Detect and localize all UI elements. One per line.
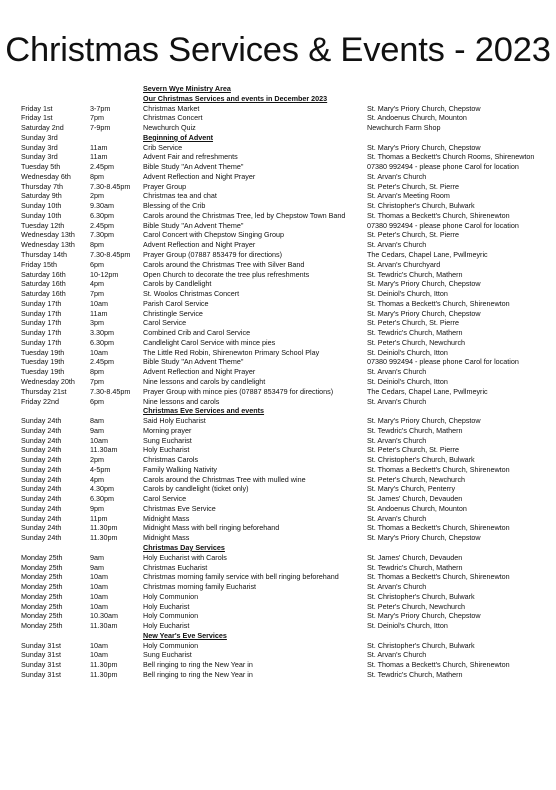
- day-cell: Sunday 17th: [21, 328, 62, 338]
- location-cell: St. Mary's Priory Church, Chepstow: [367, 279, 481, 289]
- table-row: [0, 611, 556, 621]
- time-cell: 8pm: [90, 367, 104, 377]
- location-cell: St. Thomas a Beckett's Church, Shirenewton: [367, 298, 510, 308]
- location-cell: St. Tewdric's Church, Mathern: [367, 425, 463, 435]
- day-cell: Sunday 17th: [21, 337, 62, 347]
- location-cell: St. Peter's Church, St. Pierre: [367, 181, 460, 191]
- event-cell: Candlelight Carol Service with mince pies: [143, 337, 276, 347]
- location-cell: St. Mary's Priory Church, Chepstow: [367, 103, 481, 113]
- table-row: [0, 143, 556, 153]
- page-title: Christmas Services & Events - 2023: [5, 31, 551, 69]
- table-row: [0, 240, 556, 250]
- day-cell: Thursday 14th: [21, 250, 67, 260]
- day-cell: Sunday 24th: [21, 494, 62, 504]
- location-cell: St. Arvan's Churchyard: [367, 259, 441, 269]
- day-cell: Saturday 9th: [21, 191, 62, 201]
- event-cell: Christmas Day Services: [143, 542, 225, 552]
- event-cell: Christmas Eucharist: [143, 562, 208, 572]
- time-cell: 8am: [90, 416, 104, 426]
- location-cell: St. Arvan's Church: [367, 650, 427, 660]
- location-cell: St. Tewdric's Church, Mathern: [367, 562, 463, 572]
- day-cell: Sunday 31st: [21, 650, 61, 660]
- table-row: [0, 650, 556, 660]
- table-row: [0, 436, 556, 446]
- time-cell: 2.45pm: [90, 162, 114, 172]
- event-cell: Advent Reflection and Night Prayer: [143, 240, 256, 250]
- time-cell: 3-7pm: [90, 103, 111, 113]
- time-cell: 4-5pm: [90, 464, 111, 474]
- event-cell: Parish Carol Service: [143, 298, 209, 308]
- location-cell: St. James' Church, Devauden: [367, 494, 463, 504]
- time-cell: 9.30am: [90, 201, 114, 211]
- time-cell: 4.30pm: [90, 484, 114, 494]
- location-cell: The Cedars, Chapel Lane, Pwllmeyric: [367, 386, 488, 396]
- event-cell: Christingle Service: [143, 308, 203, 318]
- day-cell: Sunday 3rd: [21, 132, 58, 142]
- location-cell: St. Arvan's Church: [367, 513, 427, 523]
- table-row: [0, 475, 556, 485]
- table-row: [0, 270, 556, 280]
- event-cell: Nine lessons and carols: [143, 396, 220, 406]
- day-cell: Wednesday 13th: [21, 230, 75, 240]
- location-cell: St. Thomas a Beckett's Church Rooms, Shirenewton: [367, 152, 535, 162]
- day-cell: Sunday 10th: [21, 210, 62, 220]
- event-cell: Midnight Mass: [143, 533, 190, 543]
- event-cell: Prayer Group: [143, 181, 187, 191]
- table-row: [0, 260, 556, 270]
- time-cell: 10am: [90, 572, 108, 582]
- event-cell: Christmas Eve Service: [143, 503, 216, 513]
- table-row: [0, 445, 556, 455]
- day-cell: Sunday 24th: [21, 474, 62, 484]
- location-cell: St. Mary's Priory Church, Chepstow: [367, 308, 481, 318]
- table-row: [0, 455, 556, 465]
- location-cell: St. Thomas a Beckett's Church, Shirenewton: [367, 523, 510, 533]
- time-cell: 10am: [90, 582, 108, 592]
- event-cell: Holy Communion: [143, 611, 199, 621]
- event-cell: The Little Red Robin, Shirenewton Primary School Play: [143, 347, 320, 357]
- day-cell: Thursday 7th: [21, 181, 63, 191]
- location-cell: St. Peter's Church, St. Pierre: [367, 318, 460, 328]
- event-cell: Holy Communion: [143, 591, 199, 601]
- day-cell: Friday 1st: [21, 103, 53, 113]
- time-cell: 6.30pm: [90, 494, 114, 504]
- location-cell: St. James' Church, Devauden: [367, 552, 463, 562]
- day-cell: Sunday 24th: [21, 484, 62, 494]
- location-cell: Newchurch Farm Shop: [367, 123, 441, 133]
- day-cell: Wednesday 13th: [21, 240, 75, 250]
- table-row: [0, 299, 556, 309]
- time-cell: 9pm: [90, 503, 104, 513]
- event-cell: Advent Reflection and Night Prayer: [143, 171, 256, 181]
- event-cell: Midnight Mass: [143, 513, 190, 523]
- time-cell: 2.45pm: [90, 220, 114, 230]
- event-cell: Christmas morning family Eucharist: [143, 582, 257, 592]
- location-cell: St. Mary's Priory Church, Chepstow: [367, 533, 481, 543]
- location-cell: St. Christopher's Church, Bulwark: [367, 201, 475, 211]
- time-cell: 4pm: [90, 474, 104, 484]
- day-cell: Wednesday 6th: [21, 171, 71, 181]
- event-cell: Combined Crib and Carol Service: [143, 328, 251, 338]
- event-cell: Holy Communion: [143, 640, 199, 650]
- day-cell: Tuesday 12th: [21, 220, 65, 230]
- table-row: [0, 328, 556, 338]
- table-row: [0, 563, 556, 573]
- event-cell: Bell ringing to ring the New Year in: [143, 660, 253, 670]
- event-cell: Bible Study "An Advent Theme": [143, 162, 244, 172]
- time-cell: 10.30am: [90, 611, 118, 621]
- event-cell: Bible Study "An Advent Theme": [143, 357, 244, 367]
- location-cell: St. Christopher's Church, Bulwark: [367, 591, 475, 601]
- event-cell: Advent Reflection and Night Prayer: [143, 367, 256, 377]
- day-cell: Sunday 24th: [21, 464, 62, 474]
- event-cell: Crib Service: [143, 142, 183, 152]
- event-cell: Carols around the Christmas Tree, led by Chepstow Town Band: [143, 210, 346, 220]
- time-cell: 11.30am: [90, 445, 118, 455]
- time-cell: 10am: [90, 435, 108, 445]
- location-cell: St. Arvan's Church: [367, 240, 427, 250]
- time-cell: 11.30pm: [90, 669, 118, 679]
- time-cell: 10am: [90, 601, 108, 611]
- section-heading-row: [0, 631, 556, 641]
- day-cell: Sunday 24th: [21, 513, 62, 523]
- event-cell: Severn Wye Ministry Area: [143, 84, 231, 93]
- event-cell: Advent Fair and refreshments: [143, 152, 238, 162]
- location-cell: 07380 992494 - please phone Carol for location: [367, 162, 519, 172]
- day-cell: Friday 15th: [21, 259, 57, 269]
- table-row: [0, 182, 556, 192]
- event-cell: Christmas Eve Services and events: [143, 406, 265, 416]
- table-row: [0, 152, 556, 162]
- location-cell: St. Thomas a Beckett's Church, Shirenewton: [367, 210, 510, 220]
- time-cell: 10am: [90, 650, 108, 660]
- table-row: [0, 602, 556, 612]
- table-row: [0, 348, 556, 358]
- day-cell: Tuesday 19th: [21, 367, 65, 377]
- time-cell: 7.30-8.45pm: [90, 250, 131, 260]
- location-cell: The Cedars, Chapel Lane, Pwllmeyric: [367, 250, 488, 260]
- table-row: [0, 504, 556, 514]
- event-cell: Christmas Concert: [143, 113, 203, 123]
- location-cell: St. Arvan's Church: [367, 582, 427, 592]
- table-row: [0, 230, 556, 240]
- table-row: [0, 592, 556, 602]
- day-cell: Sunday 17th: [21, 318, 62, 328]
- time-cell: 11.30am: [90, 621, 118, 631]
- location-cell: St. Mary's Church, Penterry: [367, 484, 456, 494]
- location-cell: St. Andoenus Church, Mounton: [367, 113, 467, 123]
- time-cell: 7.30-8.45pm: [90, 181, 131, 191]
- day-cell: Saturday 2nd: [21, 123, 64, 133]
- time-cell: 2pm: [90, 455, 104, 465]
- day-cell: Saturday 16th: [21, 289, 66, 299]
- table-row: [0, 514, 556, 524]
- location-cell: St. Arvan's Meeting Room: [367, 191, 450, 201]
- event-cell: Midnight Mass with bell ringing beforehand: [143, 523, 280, 533]
- location-cell: St. Christopher's Church, Bulwark: [367, 640, 475, 650]
- time-cell: 10am: [90, 347, 108, 357]
- table-row: [0, 465, 556, 475]
- event-cell: Prayer Group (07887 853479 for directions): [143, 250, 283, 260]
- table-row: [0, 377, 556, 387]
- time-cell: 8pm: [90, 171, 104, 181]
- table-row: [0, 533, 556, 543]
- time-cell: 10am: [90, 591, 108, 601]
- table-row: [0, 416, 556, 426]
- location-cell: St. Deiniol's Church, Itton: [367, 376, 448, 386]
- table-row: [0, 494, 556, 504]
- day-cell: Monday 25th: [21, 611, 63, 621]
- location-cell: St. Peter's Church, St. Pierre: [367, 445, 460, 455]
- location-cell: St. Tewdric's Church, Mathern: [367, 669, 463, 679]
- time-cell: 7pm: [90, 289, 104, 299]
- day-cell: Tuesday 5th: [21, 162, 61, 172]
- event-cell: Carol Service: [143, 318, 187, 328]
- day-cell: Monday 25th: [21, 562, 63, 572]
- event-cell: Holy Eucharist: [143, 445, 190, 455]
- time-cell: 2pm: [90, 191, 104, 201]
- event-cell: Holy Eucharist: [143, 621, 190, 631]
- table-row: [0, 279, 556, 289]
- section-heading-row: [0, 543, 556, 553]
- time-cell: 11pm: [90, 513, 108, 523]
- day-cell: Monday 25th: [21, 621, 63, 631]
- location-cell: St. Tewdric's Church, Mathern: [367, 328, 463, 338]
- table-row: [0, 289, 556, 299]
- services-table: [0, 84, 556, 680]
- day-cell: Sunday 31st: [21, 669, 61, 679]
- time-cell: 7-9pm: [90, 123, 111, 133]
- day-cell: Sunday 31st: [21, 660, 61, 670]
- event-cell: Christmas Market: [143, 103, 200, 113]
- table-row: [0, 553, 556, 563]
- location-cell: St. Tewdric's Church, Mathern: [367, 269, 463, 279]
- day-cell: Sunday 24th: [21, 455, 62, 465]
- day-cell: Sunday 24th: [21, 425, 62, 435]
- table-row: [0, 660, 556, 670]
- event-cell: Carol Concert with Chepstow Singing Group: [143, 230, 285, 240]
- table-row: [0, 387, 556, 397]
- time-cell: 4pm: [90, 279, 104, 289]
- table-row: [0, 211, 556, 221]
- event-cell: Our Christmas Services and events in December 2023: [143, 93, 328, 103]
- location-cell: St. Mary's Priory Church, Chepstow: [367, 416, 481, 426]
- location-cell: St. Arvan's Church: [367, 367, 427, 377]
- day-cell: Sunday 24th: [21, 533, 62, 543]
- time-cell: 11.30pm: [90, 660, 118, 670]
- table-row: [0, 123, 556, 133]
- section-heading-row: [0, 94, 556, 104]
- time-cell: 11.30pm: [90, 523, 118, 533]
- table-row: [0, 250, 556, 260]
- event-cell: Carols around the Christmas Tree with mulled wine: [143, 474, 306, 484]
- time-cell: 7pm: [90, 376, 104, 386]
- event-cell: Prayer Group with mince pies (07887 853479 for directions): [143, 386, 334, 396]
- day-cell: Wednesday 20th: [21, 376, 75, 386]
- event-cell: Bell ringing to ring the New Year in: [143, 669, 253, 679]
- section-heading-row: [0, 406, 556, 416]
- table-row: [0, 426, 556, 436]
- day-cell: Tuesday 19th: [21, 347, 65, 357]
- day-cell: Monday 25th: [21, 601, 63, 611]
- location-cell: St. Mary's Priory Church, Chepstow: [367, 611, 481, 621]
- day-cell: Sunday 24th: [21, 416, 62, 426]
- table-row: [0, 191, 556, 201]
- event-cell: Open Church to decorate the tree plus refreshments: [143, 269, 310, 279]
- table-row: [0, 162, 556, 172]
- location-cell: 07380 992494 - please phone Carol for location: [367, 357, 519, 367]
- location-cell: St. Deiniol's Church, Itton: [367, 289, 448, 299]
- event-cell: New Year's Eve Services: [143, 630, 227, 640]
- day-cell: Tuesday 19th: [21, 357, 65, 367]
- event-cell: Nine lessons and carols by candlelight: [143, 376, 266, 386]
- day-cell: Sunday 17th: [21, 308, 62, 318]
- time-cell: 11am: [90, 308, 108, 318]
- day-cell: Sunday 24th: [21, 435, 62, 445]
- event-cell: St. Woolos Christmas Concert: [143, 289, 240, 299]
- day-cell: Sunday 24th: [21, 503, 62, 513]
- location-cell: St. Peter's Church, Newchurch: [367, 474, 466, 484]
- table-row: [0, 621, 556, 631]
- location-cell: St. Mary's Priory Church, Chepstow: [367, 142, 481, 152]
- event-cell: Christmas Carols: [143, 455, 199, 465]
- event-cell: Carols around the Christmas Tree with Silver Band: [143, 259, 305, 269]
- table-row: [0, 641, 556, 651]
- time-cell: 3.30pm: [90, 328, 114, 338]
- table-row: [0, 367, 556, 377]
- time-cell: 7.30-8.45pm: [90, 386, 131, 396]
- day-cell: Saturday 16th: [21, 279, 66, 289]
- location-cell: St. Andoenus Church, Mounton: [367, 503, 467, 513]
- location-cell: St. Deiniol's Church, Itton: [367, 347, 448, 357]
- table-row: [0, 572, 556, 582]
- location-cell: St. Thomas a Beckett's Church, Shirenewton: [367, 660, 510, 670]
- day-cell: Friday 1st: [21, 113, 53, 123]
- table-row: [0, 172, 556, 182]
- event-cell: Sung Eucharist: [143, 435, 192, 445]
- location-cell: St. Thomas a Beckett's Church, Shirenewton: [367, 572, 510, 582]
- section-heading-row: [0, 133, 556, 143]
- table-row: [0, 397, 556, 407]
- time-cell: 6.30pm: [90, 210, 114, 220]
- table-row: [0, 670, 556, 680]
- table-row: [0, 484, 556, 494]
- location-cell: St. Arvan's Church: [367, 435, 427, 445]
- table-row: [0, 201, 556, 211]
- table-row: [0, 318, 556, 328]
- table-row: [0, 221, 556, 231]
- table-row: [0, 104, 556, 114]
- time-cell: 3pm: [90, 318, 104, 328]
- event-cell: Morning prayer: [143, 425, 192, 435]
- event-cell: Christmas morning family service with bell ringing beforehand: [143, 572, 339, 582]
- location-cell: St. Peter's Church, Newchurch: [367, 337, 466, 347]
- section-heading-row: [0, 84, 556, 94]
- time-cell: 9am: [90, 425, 104, 435]
- location-cell: St. Christopher's Church, Bulwark: [367, 455, 475, 465]
- event-cell: Sung Eucharist: [143, 650, 192, 660]
- day-cell: Sunday 3rd: [21, 142, 58, 152]
- time-cell: 11am: [90, 142, 108, 152]
- table-row: [0, 113, 556, 123]
- day-cell: Saturday 16th: [21, 269, 66, 279]
- day-cell: Monday 25th: [21, 552, 63, 562]
- event-cell: Carol Service: [143, 494, 187, 504]
- event-cell: Bible Study "An Advent Theme": [143, 220, 244, 230]
- time-cell: 8pm: [90, 240, 104, 250]
- day-cell: Monday 25th: [21, 591, 63, 601]
- time-cell: 9am: [90, 562, 104, 572]
- time-cell: 2.45pm: [90, 357, 114, 367]
- event-cell: Beginning of Advent: [143, 132, 214, 142]
- table-row: [0, 523, 556, 533]
- event-cell: Newchurch Quiz: [143, 123, 196, 133]
- time-cell: 6pm: [90, 259, 104, 269]
- event-cell: Family Walking Nativity: [143, 464, 218, 474]
- location-cell: St. Arvan's Church: [367, 396, 427, 406]
- event-cell: Said Holy Eucharist: [143, 416, 206, 426]
- time-cell: 6pm: [90, 396, 104, 406]
- day-cell: Monday 25th: [21, 572, 63, 582]
- location-cell: St. Peter's Church, Newchurch: [367, 601, 466, 611]
- time-cell: 11.30pm: [90, 533, 118, 543]
- time-cell: 7pm: [90, 113, 104, 123]
- table-row: [0, 582, 556, 592]
- day-cell: Sunday 24th: [21, 445, 62, 455]
- time-cell: 11am: [90, 152, 108, 162]
- day-cell: Sunday 31st: [21, 640, 61, 650]
- time-cell: 10am: [90, 298, 108, 308]
- day-cell: Sunday 24th: [21, 523, 62, 533]
- time-cell: 9am: [90, 552, 104, 562]
- day-cell: Thursday 21st: [21, 386, 67, 396]
- time-cell: 10-12pm: [90, 269, 119, 279]
- day-cell: Sunday 17th: [21, 298, 62, 308]
- location-cell: St. Peter's Church, St. Pierre: [367, 230, 460, 240]
- time-cell: 7.30pm: [90, 230, 114, 240]
- time-cell: 6.30pm: [90, 337, 114, 347]
- day-cell: Sunday 10th: [21, 201, 62, 211]
- location-cell: St. Deiniol's Church, Itton: [367, 621, 448, 631]
- location-cell: St. Thomas a Beckett's Church, Shirenewton: [367, 464, 510, 474]
- location-cell: St. Arvan's Church: [367, 171, 427, 181]
- table-row: [0, 338, 556, 348]
- event-cell: Holy Eucharist with Carols: [143, 552, 227, 562]
- event-cell: Holy Eucharist: [143, 601, 190, 611]
- time-cell: 10am: [90, 640, 108, 650]
- table-row: [0, 309, 556, 319]
- event-cell: Carols by Candlelight: [143, 279, 212, 289]
- event-cell: Christmas tea and chat: [143, 191, 217, 201]
- table-row: [0, 357, 556, 367]
- event-cell: Blessing of the Crib: [143, 201, 206, 211]
- day-cell: Friday 22nd: [21, 396, 59, 406]
- event-cell: Carols by candlelight (ticket only): [143, 484, 249, 494]
- location-cell: 07380 992494 - please phone Carol for location: [367, 220, 519, 230]
- day-cell: Sunday 3rd: [21, 152, 58, 162]
- day-cell: Monday 25th: [21, 582, 63, 592]
